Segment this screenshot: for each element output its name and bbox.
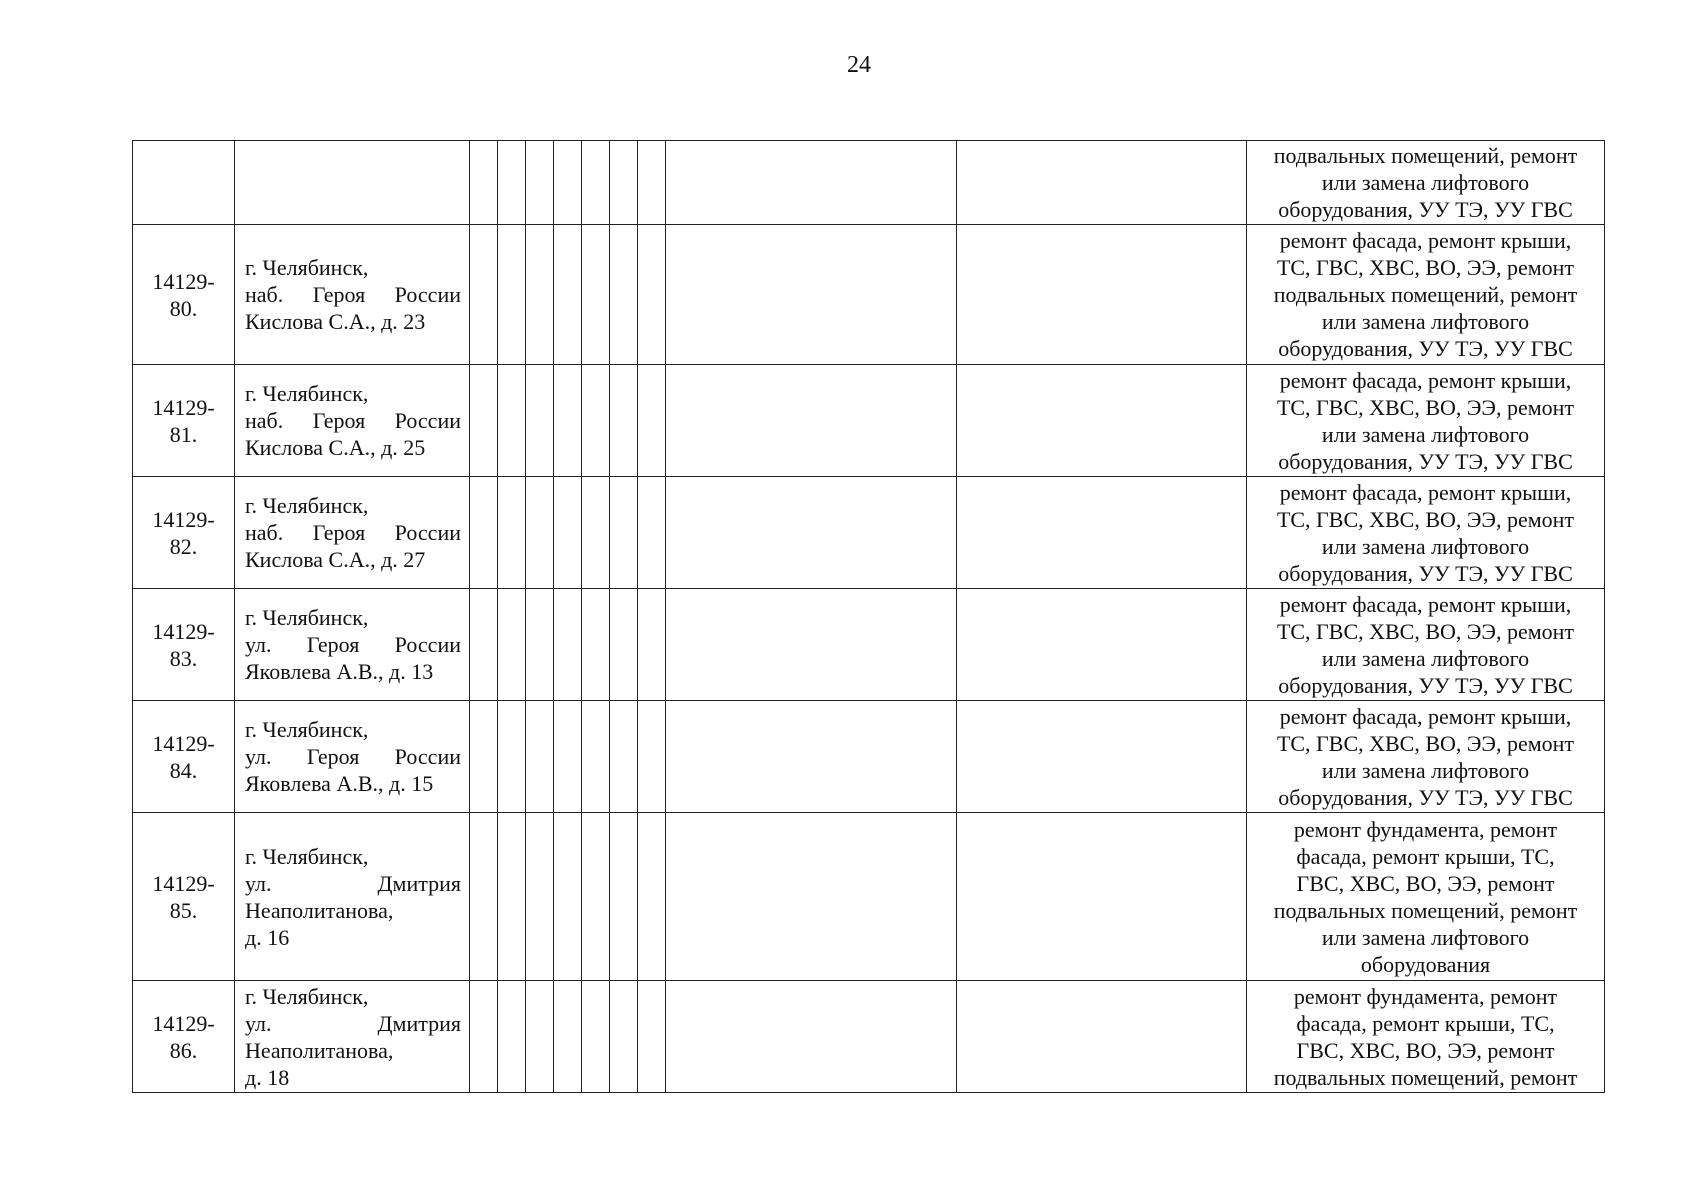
empty-cell — [957, 589, 1247, 701]
works-line: ТС, ГВС, ХВС, ВО, ЭЭ, ремонт — [1276, 255, 1575, 280]
address-line: Яковлева А.В., д. 13 — [245, 659, 434, 684]
empty-cell — [498, 813, 526, 981]
works-cell — [1247, 701, 1605, 813]
page-number: 24 — [847, 52, 871, 78]
address-cell — [235, 225, 470, 365]
empty-cell — [638, 701, 666, 813]
works-line: ремонт фасада, ремонт крыши, — [1279, 591, 1572, 617]
empty-cell — [526, 813, 554, 981]
empty-cell — [582, 477, 610, 589]
address-cell — [235, 477, 470, 589]
empty-cell — [610, 813, 638, 981]
address-line: Кислова С.А., д. 27 — [245, 547, 426, 572]
address-line: г. Челябинск, — [245, 605, 369, 630]
address-line: г. Челябинск, — [245, 381, 369, 406]
address-cell — [235, 981, 470, 1093]
row-number-line: 14129- — [152, 268, 215, 294]
table-row — [133, 701, 1605, 813]
works-line: ремонт фасада, ремонт крыши, — [1279, 228, 1572, 253]
empty-cell — [526, 141, 554, 225]
works-line: или замена лифтового — [1321, 170, 1530, 195]
address-line: д. 16 — [245, 924, 290, 950]
empty-cell — [554, 365, 582, 477]
address-line: ул. Дмитрия — [245, 870, 461, 896]
works-line: ремонт фасада, ремонт крыши, — [1279, 703, 1572, 729]
row-number-line: 82. — [169, 533, 198, 559]
empty-cell — [554, 589, 582, 701]
empty-cell — [498, 365, 526, 477]
works-cell — [1247, 981, 1605, 1093]
empty-cell — [957, 225, 1247, 365]
address-line: ул. Героя России — [245, 632, 461, 657]
row-number-line: 84. — [169, 757, 198, 783]
works-line: оборудования, УУ ТЭ, УУ ГВС — [1278, 197, 1573, 222]
works-line: оборудования, УУ ТЭ, УУ ГВС — [1278, 336, 1573, 361]
empty-cell — [666, 365, 957, 477]
row-number-line: 83. — [169, 645, 198, 671]
row-number-cell — [133, 701, 235, 813]
empty-cell — [666, 981, 957, 1093]
address-line: Неаполитанова, — [245, 1037, 394, 1063]
empty-cell — [957, 477, 1247, 589]
address-line: ул. Героя России — [245, 744, 461, 769]
empty-cell — [957, 141, 1247, 225]
works-line: или замена лифтового — [1321, 645, 1530, 671]
works-line: ТС, ГВС, ХВС, ВО, ЭЭ, ремонт — [1276, 618, 1575, 644]
registry-table — [132, 140, 1605, 1093]
empty-cell — [638, 981, 666, 1093]
works-line: ремонт фасада, ремонт крыши, — [1279, 367, 1572, 393]
table-row — [133, 141, 1605, 225]
empty-cell — [610, 981, 638, 1093]
empty-cell — [610, 701, 638, 813]
address-line: г. Челябинск, — [245, 493, 369, 518]
empty-cell — [957, 981, 1247, 1093]
empty-cell — [498, 141, 526, 225]
works-line: оборудования, УУ ТЭ, УУ ГВС — [1278, 784, 1573, 810]
empty-cell — [470, 365, 498, 477]
empty-cell — [526, 981, 554, 1093]
empty-cell — [957, 365, 1247, 477]
empty-cell — [666, 141, 957, 225]
empty-cell — [666, 225, 957, 365]
empty-cell — [470, 225, 498, 365]
table-row — [133, 589, 1605, 701]
row-number-line: 86. — [169, 1037, 198, 1063]
works-line: или замена лифтового — [1321, 421, 1530, 447]
works-cell — [1247, 225, 1605, 365]
empty-cell — [582, 701, 610, 813]
works-line: фасада, ремонт крыши, ТС, — [1296, 1010, 1555, 1036]
address-cell — [235, 589, 470, 701]
empty-cell — [470, 589, 498, 701]
empty-cell — [554, 225, 582, 365]
row-number-line: 81. — [169, 421, 198, 447]
row-number-line: 14129- — [152, 1010, 215, 1036]
empty-cell — [470, 813, 498, 981]
row-number-line: 14129- — [152, 506, 215, 532]
table-row — [133, 365, 1605, 477]
empty-cell — [610, 589, 638, 701]
works-line: ремонт фундамента, ремонт — [1293, 816, 1558, 842]
address-line: г. Челябинск, — [245, 983, 369, 1009]
address-cell — [235, 813, 470, 981]
empty-cell — [470, 981, 498, 1093]
empty-cell — [666, 701, 957, 813]
address-cell — [235, 141, 470, 225]
empty-cell — [582, 225, 610, 365]
empty-cell — [526, 701, 554, 813]
empty-cell — [470, 477, 498, 589]
works-line: подвальных помещений, ремонт — [1273, 1064, 1578, 1090]
empty-cell — [666, 589, 957, 701]
empty-cell — [470, 701, 498, 813]
empty-cell — [498, 981, 526, 1093]
row-number-cell — [133, 477, 235, 589]
row-number-cell — [133, 589, 235, 701]
works-line: или замена лифтового — [1321, 533, 1530, 559]
works-line: или замена лифтового — [1321, 924, 1530, 950]
address-cell — [235, 365, 470, 477]
empty-cell — [638, 365, 666, 477]
works-line: оборудования, УУ ТЭ, УУ ГВС — [1278, 672, 1573, 698]
address-cell — [235, 701, 470, 813]
address-line: наб. Героя России — [245, 282, 461, 307]
empty-cell — [638, 225, 666, 365]
works-line: ТС, ГВС, ХВС, ВО, ЭЭ, ремонт — [1276, 730, 1575, 756]
empty-cell — [470, 141, 498, 225]
works-cell — [1247, 141, 1605, 225]
empty-cell — [582, 141, 610, 225]
row-number-line: 14129- — [152, 394, 215, 420]
address-line: наб. Героя России — [245, 408, 461, 433]
empty-cell — [582, 365, 610, 477]
works-line: оборудования, УУ ТЭ, УУ ГВС — [1278, 560, 1573, 586]
works-line: подвальных помещений, ремонт — [1273, 282, 1578, 307]
row-number-cell — [133, 981, 235, 1093]
address-line: г. Челябинск, — [245, 843, 369, 869]
empty-cell — [554, 813, 582, 981]
row-number-line: 14129- — [152, 730, 215, 756]
empty-cell — [582, 981, 610, 1093]
empty-cell — [554, 701, 582, 813]
works-cell — [1247, 813, 1605, 981]
address-line: Кислова С.А., д. 23 — [245, 309, 426, 334]
empty-cell — [638, 141, 666, 225]
works-line: ГВС, ХВС, ВО, ЭЭ, ремонт — [1296, 1037, 1555, 1063]
table-row — [133, 813, 1605, 981]
table-row — [133, 981, 1605, 1093]
address-line: Яковлева А.В., д. 15 — [245, 771, 434, 796]
works-line: оборудования, УУ ТЭ, УУ ГВС — [1278, 448, 1573, 474]
table-row — [133, 477, 1605, 589]
works-line: фасада, ремонт крыши, ТС, — [1296, 843, 1555, 869]
works-line: подвальных помещений, ремонт — [1273, 897, 1578, 923]
empty-cell — [957, 813, 1247, 981]
works-line: ТС, ГВС, ХВС, ВО, ЭЭ, ремонт — [1276, 394, 1575, 420]
empty-cell — [498, 225, 526, 365]
works-line: или замена лифтового — [1321, 757, 1530, 783]
empty-cell — [638, 813, 666, 981]
works-line: ТС, ГВС, ХВС, ВО, ЭЭ, ремонт — [1276, 506, 1575, 532]
empty-cell — [582, 813, 610, 981]
empty-cell — [526, 589, 554, 701]
empty-cell — [554, 141, 582, 225]
empty-cell — [526, 477, 554, 589]
address-line: наб. Героя России — [245, 520, 461, 545]
address-line: Кислова С.А., д. 25 — [245, 435, 426, 460]
empty-cell — [666, 477, 957, 589]
empty-cell — [582, 589, 610, 701]
works-line: ГВС, ХВС, ВО, ЭЭ, ремонт — [1296, 870, 1555, 896]
address-line: Неаполитанова, — [245, 897, 394, 923]
works-cell — [1247, 589, 1605, 701]
empty-cell — [638, 589, 666, 701]
row-number-cell — [133, 813, 235, 981]
works-line: оборудования — [1360, 951, 1491, 977]
empty-cell — [666, 813, 957, 981]
works-cell — [1247, 365, 1605, 477]
empty-cell — [526, 225, 554, 365]
empty-cell — [554, 477, 582, 589]
empty-cell — [498, 589, 526, 701]
works-line: подвальных помещений, ремонт — [1273, 143, 1578, 168]
empty-cell — [498, 701, 526, 813]
row-number-line: 80. — [169, 295, 198, 321]
works-line: или замена лифтового — [1321, 309, 1530, 334]
empty-cell — [498, 477, 526, 589]
address-line: г. Челябинск, — [245, 255, 369, 280]
empty-cell — [526, 365, 554, 477]
row-number-cell — [133, 225, 235, 365]
address-line: д. 18 — [245, 1064, 290, 1090]
table-row — [133, 225, 1605, 365]
empty-cell — [957, 701, 1247, 813]
row-number-cell — [133, 141, 235, 225]
address-line: ул. Дмитрия — [245, 1010, 461, 1036]
row-number-line: 14129- — [152, 618, 215, 644]
empty-cell — [610, 141, 638, 225]
row-number-line: 14129- — [152, 870, 215, 896]
row-number-line: 85. — [169, 897, 198, 923]
works-line: ремонт фундамента, ремонт — [1293, 983, 1558, 1009]
works-cell — [1247, 477, 1605, 589]
empty-cell — [610, 477, 638, 589]
empty-cell — [610, 225, 638, 365]
empty-cell — [554, 981, 582, 1093]
row-number-cell — [133, 365, 235, 477]
address-line: г. Челябинск, — [245, 717, 369, 742]
works-line: ремонт фасада, ремонт крыши, — [1279, 479, 1572, 505]
empty-cell — [610, 365, 638, 477]
empty-cell — [638, 477, 666, 589]
